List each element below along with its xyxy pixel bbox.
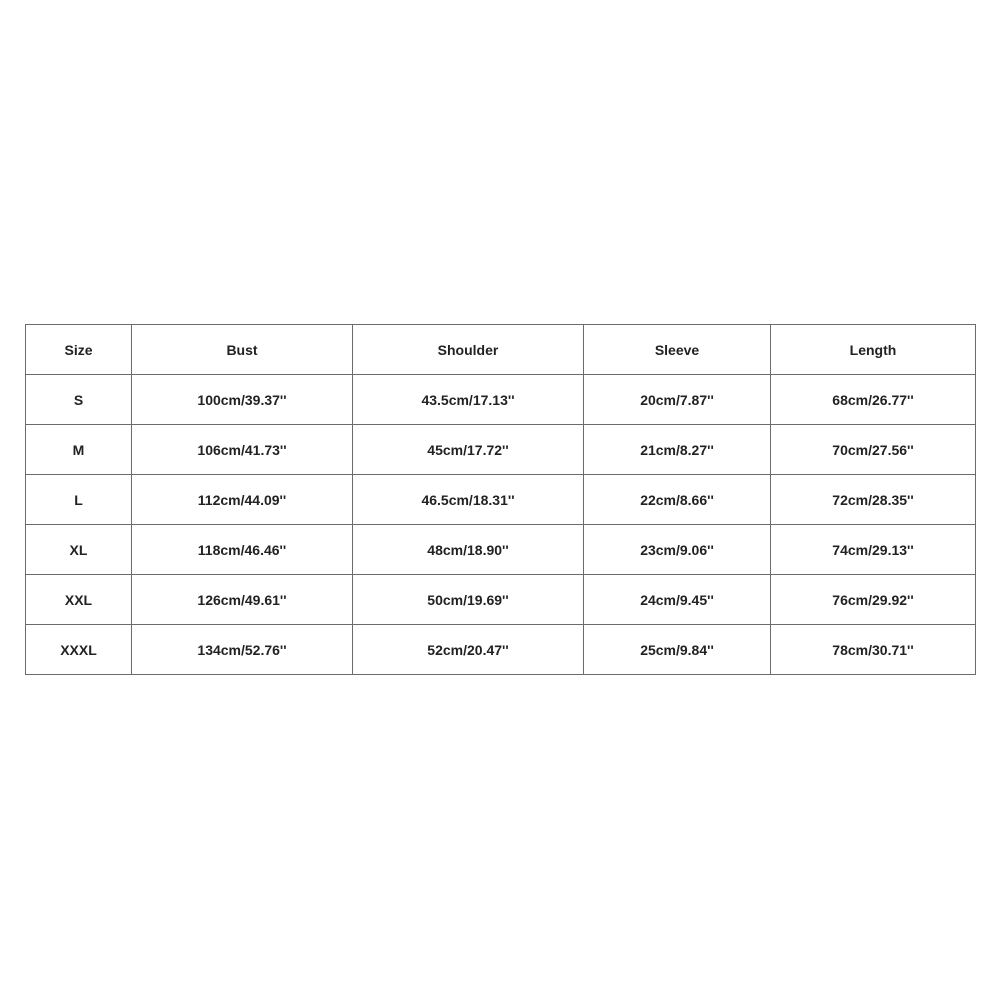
cell-length: 68cm/26.77''	[771, 375, 976, 425]
cell-length: 70cm/27.56''	[771, 425, 976, 475]
cell-shoulder: 52cm/20.47''	[353, 625, 584, 675]
table-row	[26, 575, 976, 625]
cell-length: 76cm/29.92''	[771, 575, 976, 625]
cell-size: XXXL	[26, 625, 132, 675]
cell-sleeve: 23cm/9.06''	[584, 525, 771, 575]
cell-sleeve: 24cm/9.45''	[584, 575, 771, 625]
cell-bust: 106cm/41.73''	[132, 425, 353, 475]
size-chart-table	[25, 324, 976, 675]
cell-shoulder: 43.5cm/17.13''	[353, 375, 584, 425]
header-sleeve: Sleeve	[584, 325, 771, 375]
cell-sleeve: 25cm/9.84''	[584, 625, 771, 675]
header-length: Length	[771, 325, 976, 375]
header-size: Size	[26, 325, 132, 375]
cell-bust: 134cm/52.76''	[132, 625, 353, 675]
cell-shoulder: 48cm/18.90''	[353, 525, 584, 575]
cell-size: XL	[26, 525, 132, 575]
header-shoulder: Shoulder	[353, 325, 584, 375]
header-row	[26, 325, 976, 375]
cell-sleeve: 20cm/7.87''	[584, 375, 771, 425]
cell-length: 78cm/30.71''	[771, 625, 976, 675]
table-row	[26, 525, 976, 575]
cell-length: 74cm/29.13''	[771, 525, 976, 575]
table-row	[26, 425, 976, 475]
table-row	[26, 475, 976, 525]
cell-shoulder: 46.5cm/18.31''	[353, 475, 584, 525]
table-row	[26, 625, 976, 675]
cell-bust: 126cm/49.61''	[132, 575, 353, 625]
cell-sleeve: 22cm/8.66''	[584, 475, 771, 525]
cell-bust: 112cm/44.09''	[132, 475, 353, 525]
cell-sleeve: 21cm/8.27''	[584, 425, 771, 475]
cell-bust: 100cm/39.37''	[132, 375, 353, 425]
cell-size: XXL	[26, 575, 132, 625]
cell-shoulder: 45cm/17.72''	[353, 425, 584, 475]
cell-size: S	[26, 375, 132, 425]
header-bust: Bust	[132, 325, 353, 375]
cell-shoulder: 50cm/19.69''	[353, 575, 584, 625]
cell-bust: 118cm/46.46''	[132, 525, 353, 575]
cell-size: M	[26, 425, 132, 475]
table-row	[26, 375, 976, 425]
cell-size: L	[26, 475, 132, 525]
cell-length: 72cm/28.35''	[771, 475, 976, 525]
